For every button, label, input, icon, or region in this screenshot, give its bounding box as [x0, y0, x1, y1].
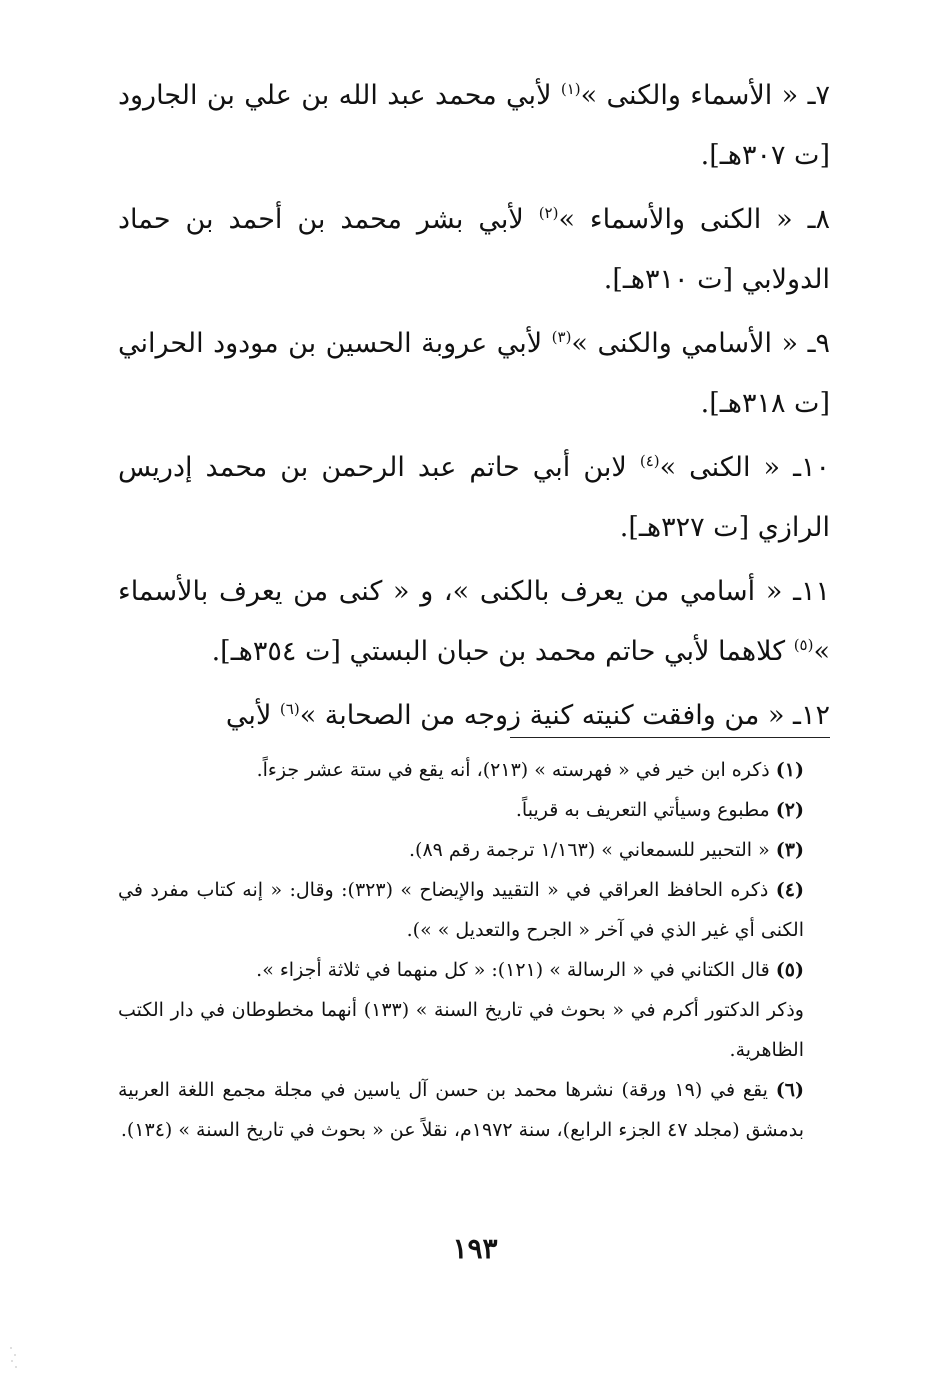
footnotes — [118, 750, 830, 1150]
entry-9: ٩ـ « الأسامي والكنى »$^{(٣)}$ لأبي عروبة الحسين بن مودود الحراني [ت ٣١٨هـ]. — [118, 328, 830, 419]
footnote-1: (١) ذكره ابن خير في « فهرسته » (٢١٣)، أنه يقع في ستة عشر جزءاً. — [256, 759, 804, 781]
footnote-ref-4[interactable]: (٤) — [639, 452, 660, 470]
entry-8: ٨ـ « الكنى والأسماء »$^{(٢)}$ لأبي بشر محمد بن أحمد بن حماد الدولابي [ت ٣١٠هـ]. — [118, 204, 830, 295]
footnote-ref-6[interactable]: (٦) — [279, 700, 300, 718]
entry-7: ٧ـ « الأسماء والكنى »$^{(١)}$ لأبي محمد عبد الله بن علي بن الجارود [ت ٣٠٧هـ]. — [118, 80, 830, 171]
entry-12: ١٢ـ « من وافقت كنيته كنية زوجه من الصحابة »$^{(٦)}$ لأبي — [225, 700, 830, 731]
scan-speckle — [8, 1345, 18, 1371]
footnote-ref-5[interactable]: (٥) — [793, 636, 814, 654]
entry-10: ١٠ـ « الكنى »$^{(٤)}$ لابن أبي حاتم عبد الرحمن بن محمد إدريس الرازي [ت ٣٢٧هـ]. — [118, 452, 830, 543]
footnote-5: (٥) قال الكتاني في « الرسالة » (١٢١): « كل منهما في ثلاثة أجزاء ». — [256, 959, 804, 981]
main-text — [118, 66, 830, 750]
footnote-2: (٢) مطبوع وسيأتي التعريف به قريباً. — [515, 799, 804, 821]
footnote-separator — [510, 737, 830, 738]
footnote-3: (٣) « التحبير للسمعاني » (١/١٦٣ ترجمة رقم ٨٩). — [408, 839, 804, 861]
footnote-ref-2[interactable]: (٢) — [538, 204, 559, 222]
page-number: ١٩٣ — [452, 1232, 498, 1265]
footnote-ref-1[interactable]: (١) — [560, 80, 581, 98]
footnote-5-continued: وذكر الدكتور أكرم في « بحوث في تاريخ السنة » (١٣٣) أنهما مخطوطان في دار الكتب الظاهرية. — [118, 999, 804, 1061]
footnote-ref-3[interactable]: (٣) — [551, 328, 572, 346]
entry-11: ١١ـ « أسامي من يعرف بالكنى »، و « كنى من يعرف بالأسماء »$^{(٥)}$ كلاهما لأبي حاتم محمد بن حبان البستي [ت ٣٥٤هـ]. — [118, 576, 830, 667]
footnote-6: (٦) يقع في (١٩ ورقة) نشرها محمد بن حسن آل ياسين في مجلة مجمع اللغة العربية بدمشق (مجلد ٤٧ الجزء الرابع)، سنة ١٩٧٢م، نقلاً عن « بحوث في تاريخ السنة » (١٣٤). — [118, 1079, 804, 1141]
footnote-4: (٤) ذكره الحافظ العراقي في « التقييد والإيضاح » (٣٢٣): وقال: « إنه كتاب مفرد في الكنى أي غير الذي في آخر « الجرح والتعديل » »). — [118, 879, 804, 941]
